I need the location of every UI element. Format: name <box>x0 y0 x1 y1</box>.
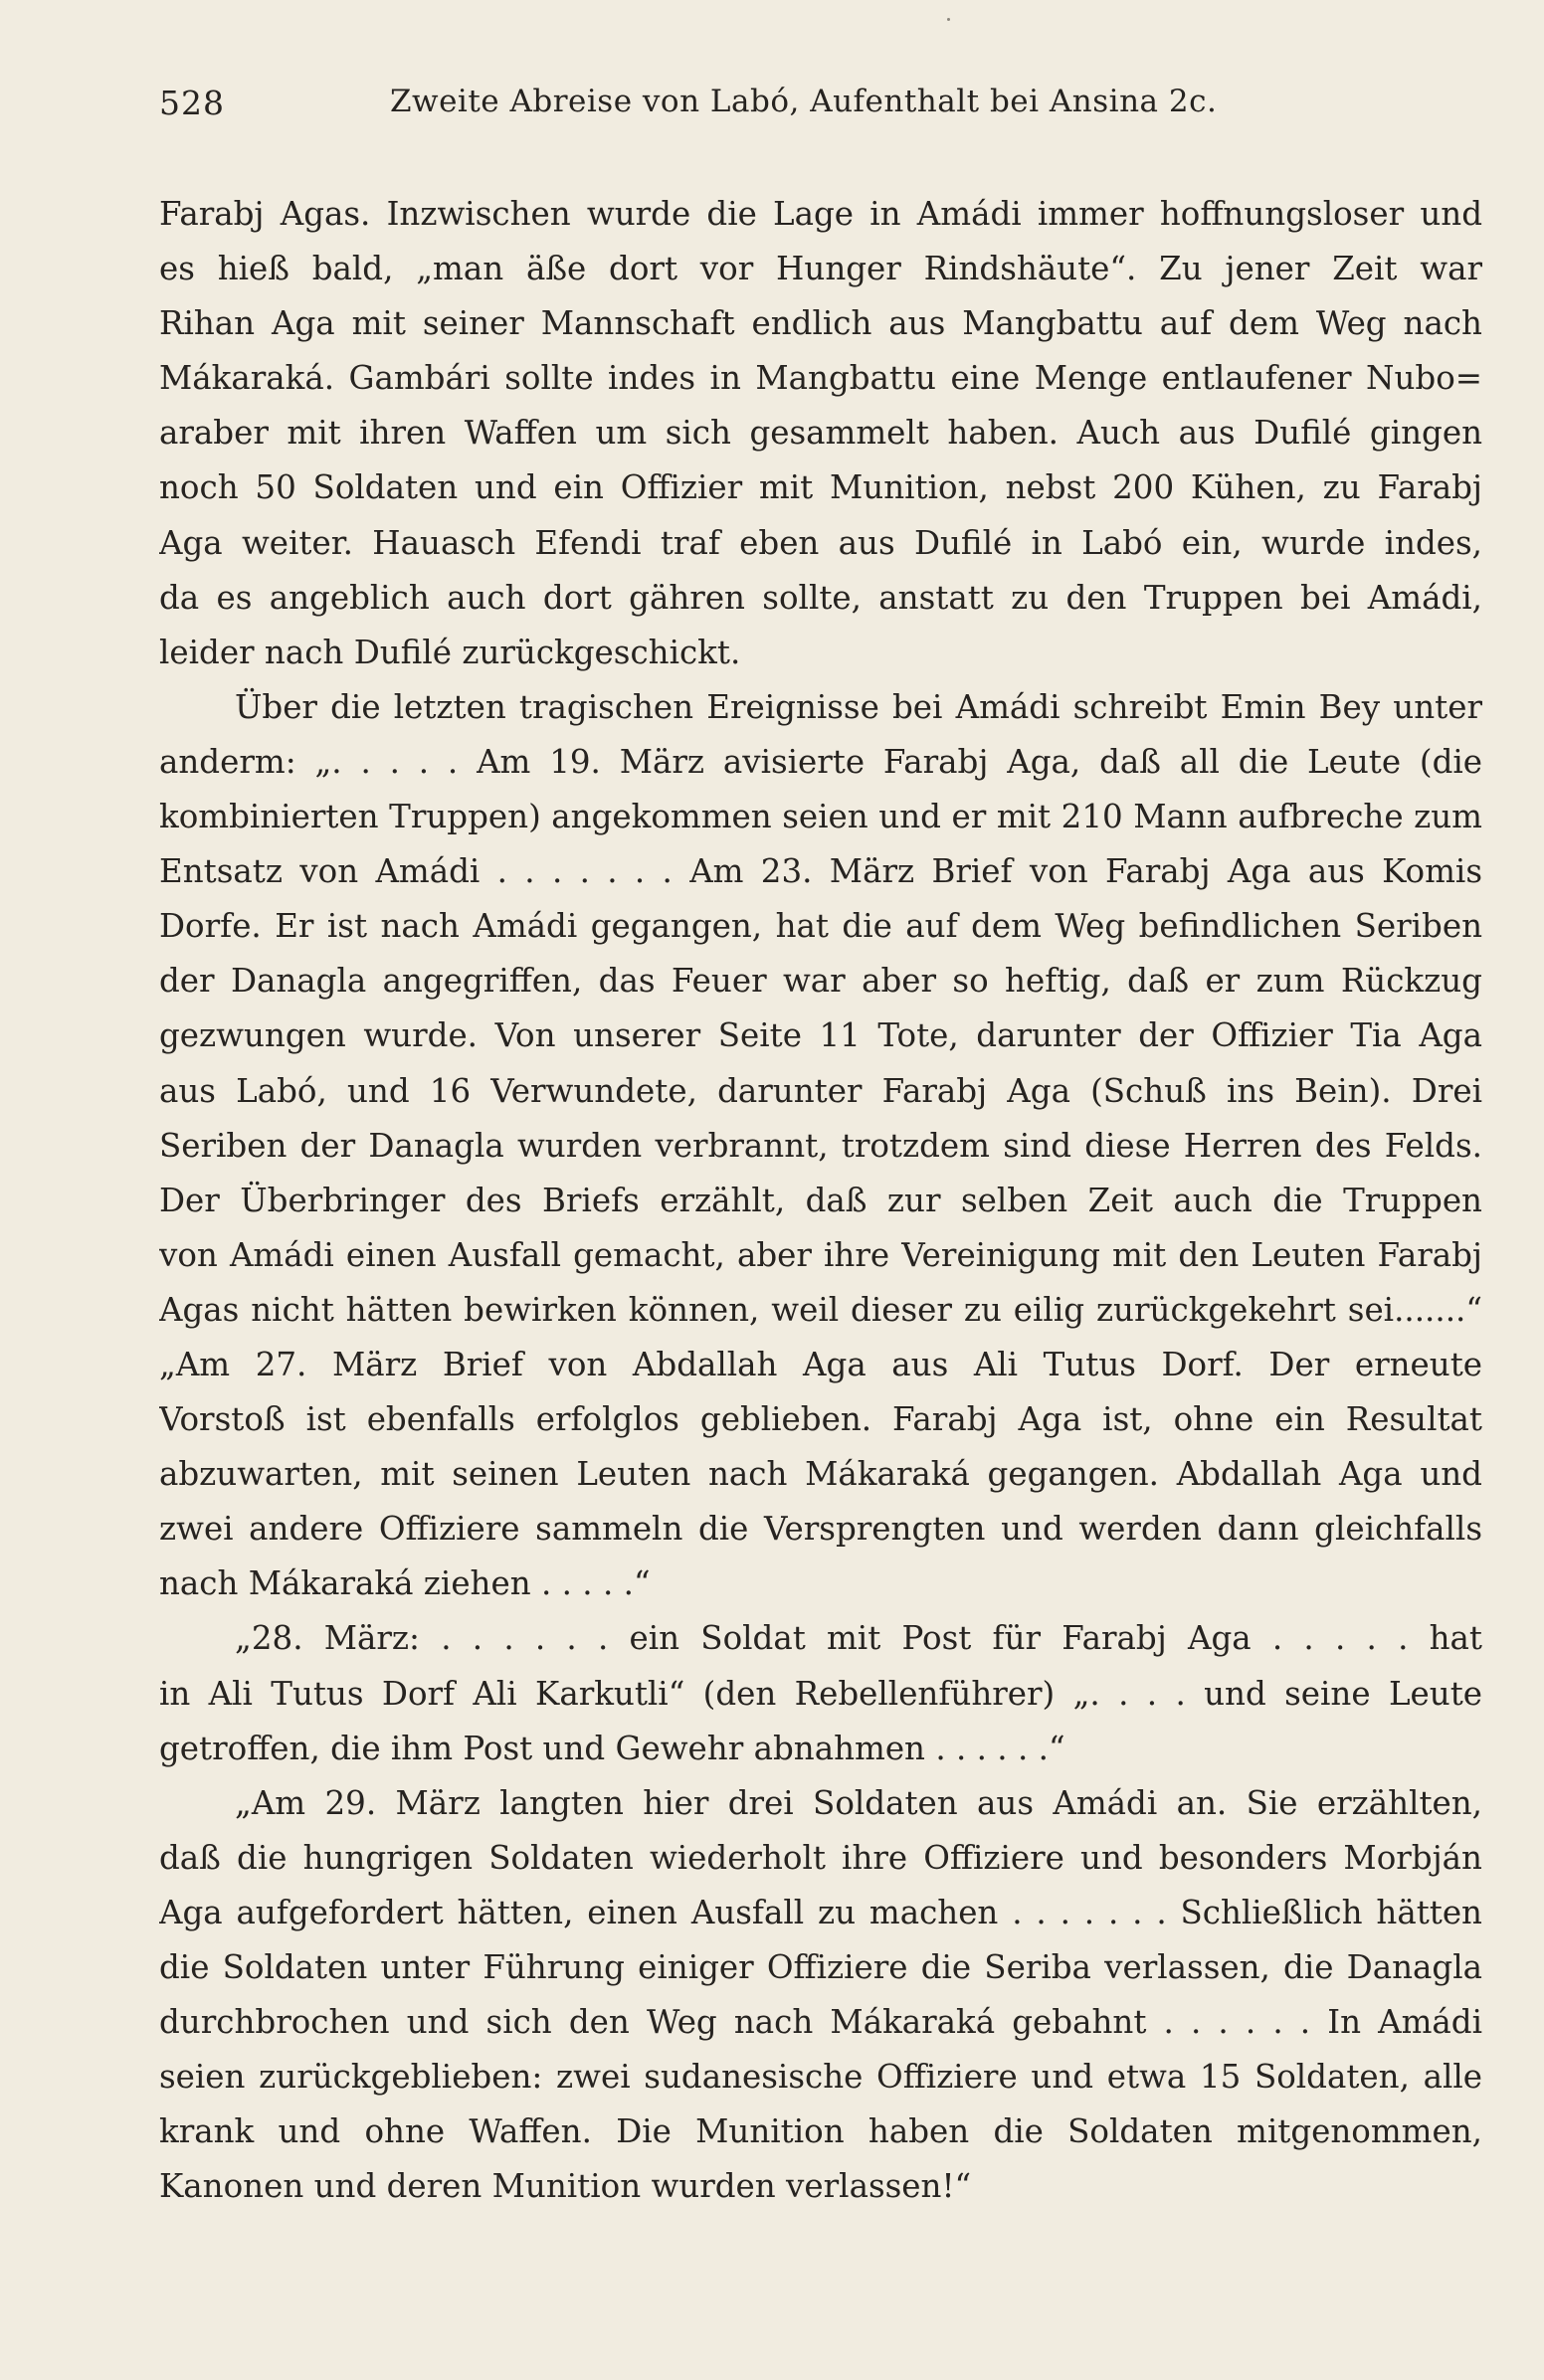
text-line: Über die letzten tragischen Ereignisse bei Amádi schreibt Emin Bey unter <box>235 687 1482 726</box>
text-line: der Danagla angegriffen, das Feuer war aber so heftig, daß er zum Rückzug <box>159 962 1482 1001</box>
paper-speck <box>947 18 950 21</box>
body-text <box>159 187 1482 2214</box>
text-line: Dorfe. Er ist nach Amádi gegangen, hat die auf dem Weg befindlichen Seriben <box>159 907 1482 946</box>
book-page <box>159 70 1482 2214</box>
text-line: kombinierten Truppen) angekommen seien und er mit 210 Mann aufbreche zum <box>159 798 1482 836</box>
page-header <box>159 70 1482 149</box>
text-line: Rihan Aga mit seiner Mannschaft endlich aus Mangbattu auf dem Weg nach <box>159 304 1482 343</box>
text-line: Farabj Agas. Inzwischen wurde die Lage in Amádi immer hoffnungsloser und <box>159 195 1482 233</box>
text-line: gezwungen wurde. Von unserer Seite 11 Tote, darunter der Offizier Tia Aga <box>159 1016 1482 1055</box>
text-line: von Amádi einen Ausfall gemacht, aber ihre Vereinigung mit den Leuten Farabj <box>159 1235 1482 1274</box>
text-line: seien zurückgeblieben: zwei sudanesische Offiziere und etwa 15 Soldaten, alle <box>159 2058 1482 2097</box>
text-line: Vorstoß ist ebenfalls erfolglos geblieben. Farabj Aga ist, ohne ein Resultat <box>159 1400 1482 1439</box>
running-head: Zweite Abreise von Labó, Aufenthalt bei Ansina 2c. <box>390 84 1218 119</box>
text-line: „Am 27. März Brief von Abdallah Aga aus Ali Tutus Dorf. Der erneute <box>159 1345 1482 1383</box>
text-line: Entsatz von Amádi . . . . . . . Am 23. März Brief von Farabj Aga aus Komis <box>159 852 1482 891</box>
text-line: zwei andere Offiziere sammeln die Versprengten und werden dann gleichfalls <box>159 1510 1482 1549</box>
text-line: noch 50 Soldaten und ein Offizier mit Munition, nebst 200 Kühen, zu Farabj <box>159 468 1482 507</box>
text-line: da es angeblich auch dort gähren sollte, anstatt zu den Truppen bei Amádi, <box>159 578 1482 617</box>
text-line: leider nach Dufilé zurückgeschickt. <box>159 633 741 671</box>
text-line: „Am 29. März langten hier drei Soldaten aus Amádi an. Sie erzählten, <box>235 1783 1482 1822</box>
text-line: daß die hungrigen Soldaten wiederholt ihre Offiziere und besonders Morbján <box>159 1838 1482 1877</box>
text-line: Aga aufgefordert hätten, einen Ausfall zu machen . . . . . . . Schließlich hätten <box>159 1893 1482 1931</box>
text-line: aus Labó, und 16 Verwundete, darunter Farabj Aga (Schuß ins Bein). Drei <box>159 1071 1482 1110</box>
text-line: durchbrochen und sich den Weg nach Mákaraká gebahnt . . . . . . In Amádi <box>159 2003 1482 2042</box>
text-line: die Soldaten unter Führung einiger Offiziere die Seriba verlassen, die Danagla <box>159 1948 1482 1986</box>
text-line: anderm: „. . . . . Am 19. März avisierte Farabj Aga, daß all die Leute (die <box>159 742 1482 781</box>
text-line: krank und ohne Waffen. Die Munition haben die Soldaten mitgenommen, <box>159 2112 1482 2151</box>
text-line: nach Mákaraká ziehen . . . . .“ <box>159 1564 651 1603</box>
text-line: Seriben der Danagla wurden verbrannt, trotzdem sind diese Herren des Felds. <box>159 1126 1482 1165</box>
text-line: „28. März: . . . . . . ein Soldat mit Post für Farabj Aga . . . . . hat <box>235 1619 1482 1658</box>
text-line: Der Überbringer des Briefs erzählt, daß zur selben Zeit auch die Truppen <box>159 1181 1482 1219</box>
text-line: Kanonen und deren Munition wurden verlassen!“ <box>159 2167 972 2206</box>
text-line: abzuwarten, mit seinen Leuten nach Mákaraká gegangen. Abdallah Aga und <box>159 1455 1482 1494</box>
text-line: getroffen, die ihm Post und Gewehr abnahmen . . . . . .“ <box>159 1729 1065 1767</box>
text-line: Agas nicht hätten bewirken können, weil dieser zu eilig zurückgekehrt sei.......“ <box>159 1290 1482 1329</box>
page-number: 528 <box>159 84 225 122</box>
text-line: in Ali Tutus Dorf Ali Karkutli“ (den Rebellenführer) „. . . . und seine Leute <box>159 1674 1482 1713</box>
text-line: Aga weiter. Hauasch Efendi traf eben aus Dufilé in Labó ein, wurde indes, <box>159 523 1482 562</box>
text-line: Mákaraká. Gambári sollte indes in Mangbattu eine Menge entlaufener Nubo= <box>159 359 1482 398</box>
text-line: araber mit ihren Waffen um sich gesammelt haben. Auch aus Dufilé gingen <box>159 414 1482 453</box>
text-line: es hieß bald, „man äße dort vor Hunger Rindshäute“. Zu jener Zeit war <box>159 250 1482 288</box>
